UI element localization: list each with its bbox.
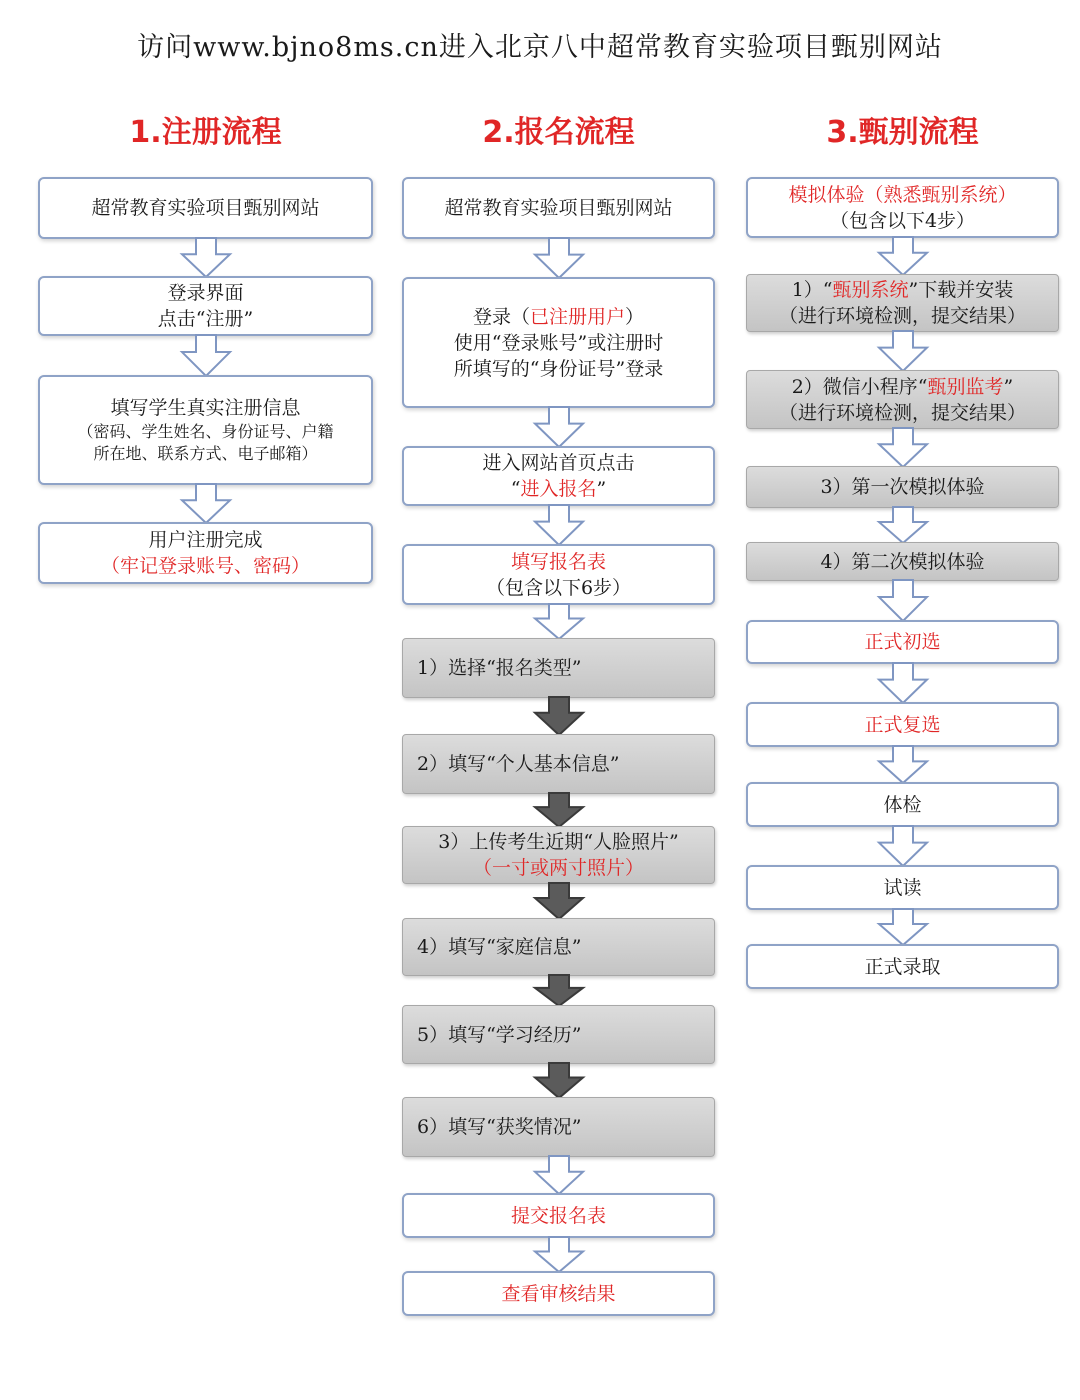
flow-step-text	[417, 1022, 582, 1048]
flow-step-box	[38, 276, 373, 336]
step-text: 填写学生真实注册信息	[110, 397, 301, 419]
dark-arrow-down-icon	[534, 1062, 584, 1099]
flow-step-text	[511, 1203, 606, 1229]
page-title: 访问www.bjno8ms.cn进入北京八中超常教育实验项目甄别网站	[137, 32, 943, 63]
step-text: （密码、学生姓名、身份证号、户籍	[77, 422, 334, 441]
flow-step-box	[402, 826, 715, 884]
flow-step-text	[444, 195, 672, 221]
highlight-text: 进入报名	[520, 478, 597, 500]
flow-step-text	[438, 829, 679, 855]
step-text: ）	[625, 305, 645, 328]
step-text: 1）“	[791, 279, 833, 301]
flow-step-text	[417, 934, 582, 960]
highlight-text: 甄别监考	[927, 375, 1004, 398]
step-text: ”	[1003, 375, 1014, 398]
flow-step-box	[746, 620, 1059, 664]
arrow-down-icon	[534, 406, 584, 448]
flow-step-box	[402, 177, 715, 239]
flow-step-text	[454, 356, 663, 382]
flow-step-text	[158, 306, 253, 332]
dark-arrow-down-icon	[534, 974, 584, 1007]
flow-step-box	[746, 370, 1059, 429]
arrow-down-icon	[878, 579, 928, 622]
step-text: 使用“登录账号”或注册时	[453, 331, 664, 354]
step-text: （包含以下4步）	[829, 209, 976, 232]
dark-arrow-down-icon	[534, 696, 584, 736]
flow-step-text	[101, 553, 310, 579]
flow-step-box	[402, 1097, 715, 1157]
highlight-text: 查看审核结果	[501, 1282, 616, 1305]
step-text: “	[510, 478, 521, 500]
flow-step-text	[883, 792, 921, 818]
column-heading: 3.甄别流程	[826, 115, 979, 150]
step-text: 1）选择“报名类型”	[417, 657, 582, 679]
flow-step-text	[167, 280, 243, 306]
flow-step-box	[402, 638, 715, 698]
step-text: 所填写的“身份证号”登录	[453, 357, 664, 380]
flow-step-box	[402, 734, 715, 794]
flow-step-text	[417, 1114, 582, 1140]
flow-step-box	[402, 544, 715, 605]
flow-step-text	[511, 549, 606, 575]
arrow-down-icon	[878, 506, 928, 544]
step-text: 用户注册完成	[148, 529, 263, 551]
arrow-down-icon	[878, 236, 928, 276]
column-heading: 1.注册流程	[129, 115, 282, 150]
step-text: 体检	[883, 793, 922, 816]
step-text: 所在地、联系方式、电子邮箱）	[93, 444, 318, 463]
arrow-down-icon	[534, 603, 584, 640]
step-text: 登录（	[472, 305, 530, 328]
flow-step-text	[864, 954, 940, 980]
flow-step-text	[148, 527, 262, 553]
flow-step-text	[779, 303, 1026, 329]
highlight-text: （一寸或两寸照片）	[472, 857, 644, 879]
arrow-down-icon	[878, 745, 928, 784]
step-text: （进行环境检测，提交结果）	[778, 401, 1026, 424]
flow-step-box	[746, 702, 1059, 747]
flow-step-box	[402, 277, 715, 408]
arrow-down-icon	[534, 237, 584, 279]
step-text: 4）填写“家庭信息”	[417, 936, 582, 958]
flow-step-text	[473, 304, 644, 330]
flow-step-text	[511, 476, 606, 502]
flow-step-text	[830, 208, 975, 234]
arrow-down-icon	[534, 1155, 584, 1195]
arrow-down-icon	[181, 483, 231, 524]
flow-step-text	[820, 549, 984, 575]
step-text: 2）填写“个人基本信息”	[417, 753, 620, 775]
step-text: 2）微信小程序“	[791, 375, 928, 398]
highlight-text: 甄别系统	[832, 279, 909, 301]
step-text: 试读	[883, 876, 922, 899]
step-text: （包含以下6步）	[485, 576, 632, 599]
step-text: 正式录取	[864, 955, 941, 978]
arrow-down-icon	[181, 334, 231, 377]
step-text: 6）填写“获奖情况”	[417, 1116, 582, 1138]
flow-step-text	[486, 575, 631, 601]
flow-step-text	[501, 1281, 615, 1307]
flow-step-text	[864, 712, 940, 738]
step-text: 3）第一次模拟体验	[820, 476, 985, 498]
step-text: 进入网站首页点击	[482, 452, 635, 474]
flow-step-text	[417, 751, 620, 777]
highlight-text: 填写报名表	[510, 550, 606, 573]
step-text: ”	[596, 478, 607, 500]
flow-step-text	[788, 182, 1016, 208]
flow-step-text	[864, 629, 940, 655]
flow-step-box	[402, 1005, 715, 1064]
step-text: 3）上传考生近期“人脸照片”	[438, 831, 679, 853]
step-text: （进行环境检测，提交结果）	[778, 305, 1026, 327]
arrow-down-icon	[534, 1236, 584, 1273]
dark-arrow-down-icon	[534, 792, 584, 828]
flow-step-text	[473, 855, 644, 881]
flow-step-text	[454, 330, 663, 356]
flow-step-text	[820, 474, 984, 500]
flow-step-text	[93, 443, 317, 465]
flow-step-text	[417, 655, 582, 681]
step-text: 超常教育实验项目甄别网站	[444, 197, 673, 219]
step-text: 登录界面	[167, 282, 244, 304]
highlight-text: 模拟体验（熟悉甄别系统）	[788, 183, 1017, 206]
highlight-text: （牢记登录账号、密码）	[100, 555, 310, 577]
flow-step-box	[746, 865, 1059, 910]
arrow-down-icon	[878, 908, 928, 946]
step-text: 5）填写“学习经历”	[417, 1023, 582, 1046]
column-heading: 2.报名流程	[482, 115, 635, 150]
dark-arrow-down-icon	[534, 882, 584, 920]
flow-step-box	[746, 944, 1059, 989]
arrow-down-icon	[878, 330, 928, 372]
step-text: 超常教育实验项目甄别网站	[91, 197, 320, 219]
flow-step-box	[746, 177, 1059, 238]
flow-step-box	[38, 522, 373, 584]
step-text: 4）第二次模拟体验	[820, 550, 985, 573]
step-text: 点击“注册”	[157, 308, 254, 330]
arrow-down-icon	[534, 504, 584, 546]
flow-step-box	[746, 542, 1059, 581]
flow-step-box	[402, 446, 715, 506]
flow-step-text	[792, 277, 1014, 303]
flow-step-box	[402, 918, 715, 976]
highlight-text: 提交报名表	[510, 1204, 606, 1227]
arrow-down-icon	[181, 237, 231, 278]
arrow-down-icon	[878, 662, 928, 704]
step-text: ”下载并安装	[908, 279, 1014, 301]
flow-step-text	[883, 875, 921, 901]
highlight-text: 正式初选	[864, 631, 941, 653]
flow-step-text	[91, 195, 319, 221]
flow-step-text	[110, 395, 300, 421]
flow-step-box	[746, 274, 1059, 332]
flow-step-box	[402, 1271, 715, 1316]
flow-step-text	[77, 421, 333, 443]
highlight-text: 已注册用户	[529, 305, 625, 328]
flow-step-box	[746, 466, 1059, 508]
arrow-down-icon	[878, 427, 928, 468]
flow-step-text	[779, 400, 1026, 426]
flow-step-box	[402, 1193, 715, 1238]
flow-step-text	[792, 374, 1014, 400]
highlight-text: 正式复选	[864, 713, 941, 736]
flow-step-box	[38, 375, 373, 485]
flow-step-text	[482, 450, 634, 476]
flow-step-box	[38, 177, 373, 239]
flow-step-box	[746, 782, 1059, 827]
arrow-down-icon	[878, 825, 928, 867]
